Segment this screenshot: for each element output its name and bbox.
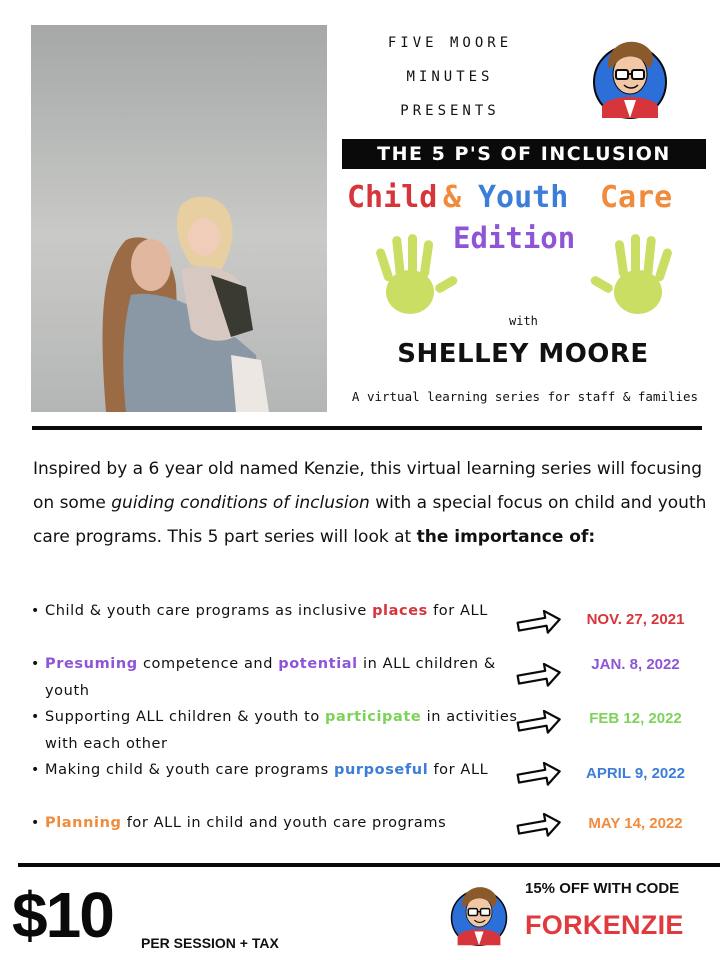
presents-line-1: FIVE MOORE: [387, 35, 513, 51]
session-keyword: Presuming: [45, 656, 138, 672]
discount-label: 15% OFF WITH CODE: [525, 880, 680, 897]
intro-text-2: with a special focus on child and youth care programs. This 5 part series will look at: [33, 493, 707, 547]
per-session-label: PER SESSION + TAX: [141, 935, 279, 951]
subtitle-child: Child: [347, 180, 438, 215]
session-date: FEB 12, 2022: [589, 710, 682, 727]
session-item: [30, 598, 520, 651]
session-text: Making child & youth care programs: [45, 762, 334, 778]
series-tagline: A virtual learning series for staff & families: [351, 389, 699, 404]
presents-line-3: PRESENTS: [400, 103, 500, 119]
right-arrow-icon: [516, 663, 562, 689]
series-title: THE 5 P'S OF INCLUSION: [342, 139, 706, 169]
presenter-name: SHELLEY MOORE: [397, 339, 649, 369]
session-item: [30, 810, 520, 863]
presents-line-2: MINUTES: [406, 69, 494, 85]
intro-emphasis: guiding conditions of inclusion: [111, 493, 370, 513]
bottom-divider: [18, 863, 720, 867]
session-text: competence and: [137, 656, 279, 672]
price: $10: [12, 879, 113, 951]
presenter-avatar-small: [450, 879, 508, 949]
intro-paragraph: [33, 452, 713, 554]
session-item: [30, 757, 520, 810]
session-text: Child & youth care programs as inclusive: [45, 603, 373, 619]
right-arrow-icon: [516, 813, 562, 839]
session-keyword: potential: [278, 656, 358, 672]
discount-code: FORKENZIE: [525, 910, 684, 940]
session-text: Supporting ALL children & youth to: [45, 709, 326, 725]
session-date: MAY 14, 2022: [588, 815, 683, 832]
right-arrow-icon: [516, 610, 562, 636]
session-item: [30, 651, 520, 704]
right-arrow-icon: [516, 710, 562, 736]
session-date: APRIL 9, 2022: [586, 765, 685, 782]
session-text: in activities with each other: [45, 709, 518, 752]
session-date: JAN. 8, 2022: [591, 656, 680, 673]
session-item: [30, 704, 520, 757]
session-keyword: participate: [325, 709, 422, 725]
session-text: for ALL: [427, 603, 488, 619]
session-text: for ALL: [428, 762, 489, 778]
session-text: in ALL children & youth: [45, 656, 496, 699]
session-text: for ALL in child and youth care programs: [121, 815, 447, 831]
session-date: NOV. 27, 2021: [586, 611, 685, 628]
subtitle-youth: Youth: [478, 180, 569, 215]
top-divider: [32, 426, 702, 430]
intro-bold: the importance of:: [416, 527, 596, 547]
session-keyword: Planning: [45, 815, 122, 831]
right-arrow-icon: [516, 762, 562, 788]
mother-and-child-photo: [31, 25, 327, 412]
right-handprint-icon: [590, 228, 686, 324]
left-handprint-icon: [362, 228, 458, 324]
intro-text-1: Inspired by a 6 year old named Kenzie, this virtual learning series will focusing on some: [33, 459, 703, 513]
presenter-avatar: [592, 32, 668, 122]
session-keyword: places: [372, 603, 428, 619]
subtitle-care: Care: [600, 180, 673, 215]
with-label: with: [509, 314, 538, 328]
subtitle-amp: &: [443, 180, 462, 215]
subtitle-edition: Edition: [453, 221, 576, 255]
session-keyword: purposeful: [334, 762, 429, 778]
sessions-list: [30, 598, 520, 863]
